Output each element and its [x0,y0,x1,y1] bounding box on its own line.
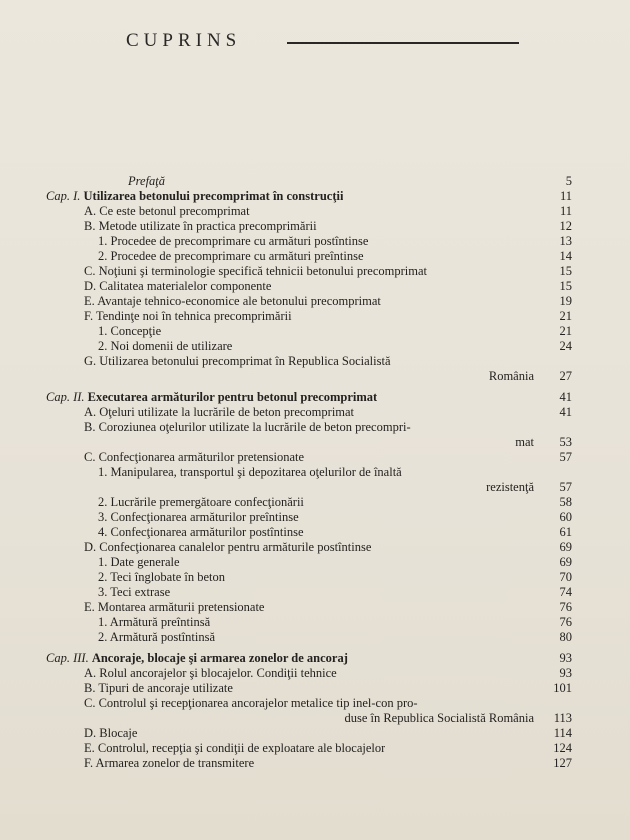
toc-entry-label: 2. Procedee de precomprimare cu armături preîntinse [98,249,364,263]
toc-entry-label: A. Oţeluri utilizate la lucrările de beton precomprimat [84,405,355,419]
toc-entry [46,600,572,615]
toc-entry-label: 1. Manipularea, transportul şi depozitarea oţelurilor de înaltă [98,465,402,479]
toc-entry [46,249,572,264]
toc-entry [46,570,572,585]
toc-entry [46,525,572,540]
toc-entry [46,420,572,450]
toc-entry-label: A. Ce este betonul precomprimat [84,204,250,218]
toc-entry-label: G. Utilizarea betonului precomprimat în Republica Socialistă [84,354,391,368]
toc-page-number: 57 [559,450,572,464]
toc-page-number: 58 [559,495,572,509]
toc-entry-label: E. Montarea armăturii pretensionate [84,600,265,614]
toc-entry-continuation: rezistenţă [486,480,534,494]
toc-entry-label: 1. Date generale [98,555,180,569]
toc-page-number: 21 [559,324,572,338]
toc-entry [46,756,572,771]
toc-entry [46,540,572,555]
toc-page-number: 13 [559,234,572,248]
toc-entry-label: 2. Teci înglobate în beton [98,570,225,584]
toc-entry-label: 3. Confecţionarea armăturilor preîntinse [98,510,299,524]
toc-entry [46,174,572,189]
chapter-title: Ancoraje, blocaje şi armarea zonelor de ancoraj [91,651,348,665]
toc-entry [46,324,572,339]
toc-entry-label: 1. Procedee de precomprimare cu armături postîntinse [98,234,369,248]
toc-page-number: 15 [559,279,572,293]
toc-entry [46,495,572,510]
toc-entry [46,630,572,645]
toc-entry-label: A. Rolul ancorajelor şi blocajelor. Condiţii tehnice [84,666,337,680]
toc-entry-label: 3. Teci extrase [98,585,171,599]
toc-entry-label: D. Confecţionarea canalelor pentru armăturile postîntinse [84,540,372,554]
toc-entry [46,696,572,726]
toc-page-number: 60 [559,510,572,524]
toc-page-number: 127 [553,756,572,770]
toc-entry [46,405,572,420]
chapter-number: Cap. II. [46,390,88,404]
toc-entry-continuation: duse în Republica Socialistă România [344,711,534,725]
toc-entry-continuation: mat [515,435,534,449]
toc-entry-label: B. Tipuri de ancoraje utilizate [84,681,233,695]
toc-entry-label: 2. Armătură postîntinsă [98,630,215,644]
toc-entry-label: F. Tendinţe noi în tehnica precomprimării [84,309,292,323]
toc-entry-label: 1. Armătură preîntinsă [98,615,211,629]
toc-entry [46,555,572,570]
toc-entry-label: E. Avantaje tehnico-economice ale betonului precomprimat [84,294,381,308]
toc-entry [46,450,572,465]
toc-page-number: 41 [559,405,572,419]
toc-entry-continuation: România [488,369,534,383]
toc-entry-label: 1. Concepţie [98,324,162,338]
toc-page-number: 114 [553,726,572,740]
toc-entry [46,615,572,630]
toc-page-number: 124 [553,741,572,755]
toc-page-number: 74 [559,585,572,599]
toc-page-number: 11 [559,189,572,203]
toc-entry [46,585,572,600]
table-of-contents [46,174,572,771]
toc-entry [46,465,572,495]
chapter-number: Cap. I. [46,189,84,203]
toc-page-number: 5 [565,174,572,188]
toc-entry-label: B. Coroziunea oţelurilor utilizate la lucrările de beton precompri- [84,420,411,434]
toc-page-number: 27 [559,369,572,383]
toc-entry [46,681,572,696]
toc-page-number: 21 [559,309,572,323]
toc-page-number: 93 [559,666,572,680]
toc-page-number: 24 [559,339,572,353]
toc-page-number: 76 [559,600,572,614]
toc-entry [46,390,572,405]
toc-page-number: 70 [559,570,572,584]
toc-page-number: 113 [553,711,572,725]
toc-entry [46,279,572,294]
toc-entry-label: B. Metode utilizate în practica precomprimării [84,219,317,233]
toc-entry-label: D. Blocaje [84,726,138,740]
chapter-title: Executarea armăturilor pentru betonul precomprimat [87,390,378,404]
toc-page-number: 19 [559,294,572,308]
toc-entry [46,264,572,279]
toc-entry-label [46,189,343,204]
toc-entry [46,354,572,384]
toc-page-number: 80 [559,630,572,644]
toc-page-number: 53 [559,435,572,449]
toc-entry-label [46,651,348,666]
toc-entry-label: F. Armarea zonelor de transmitere [84,756,255,770]
toc-page-number: 69 [559,540,572,554]
toc-page-number: 93 [559,651,572,665]
toc-entry [46,294,572,309]
toc-entry [46,339,572,354]
toc-page-number: 101 [553,681,572,695]
toc-page-number: 15 [559,264,572,278]
title-rule [287,42,519,44]
toc-entry-label: 4. Confecţionarea armăturilor postîntinse [98,525,304,539]
toc-entry-label: E. Controlul, recepţia şi condiţii de exploatare ale blocajelor [84,741,386,755]
toc-entry-label [46,390,377,405]
page-title: CUPRINS [126,30,242,51]
toc-page-number: 61 [559,525,572,539]
toc-entry-label: C. Controlul şi recepţionarea ancorajelor metalice tip inel-con pro- [84,696,418,710]
toc-entry-label: C. Confecţionarea armăturilor pretensionate [84,450,305,464]
toc-entry [46,651,572,666]
toc-entry [46,666,572,681]
toc-entry [46,510,572,525]
toc-page-number: 69 [559,555,572,569]
chapter-number: Cap. III. [46,651,92,665]
toc-entry [46,726,572,741]
toc-page-number: 76 [559,615,572,629]
toc-entry-label: D. Calitatea materialelor componente [84,279,272,293]
toc-page-number: 14 [559,249,572,263]
toc-entry [46,204,572,219]
toc-entry-label: C. Noţiuni şi terminologie specifică tehnicii betonului precomprimat [84,264,427,278]
toc-page-number: 11 [559,204,572,218]
toc-page-number: 57 [559,480,572,494]
toc-page-number: 12 [559,219,572,233]
toc-entry [46,219,572,234]
toc-entry [46,309,572,324]
chapter-title: Utilizarea betonului precomprimat în construcţii [83,189,344,203]
toc-entry-label: 2. Noi domenii de utilizare [98,339,233,353]
toc-entry-label: Prefaţă [128,174,166,188]
toc-page-number: 41 [559,390,572,404]
toc-entry-label: 2. Lucrările premergătoare confecţionării [98,495,304,509]
toc-entry [46,189,572,204]
toc-entry [46,741,572,756]
toc-entry [46,234,572,249]
